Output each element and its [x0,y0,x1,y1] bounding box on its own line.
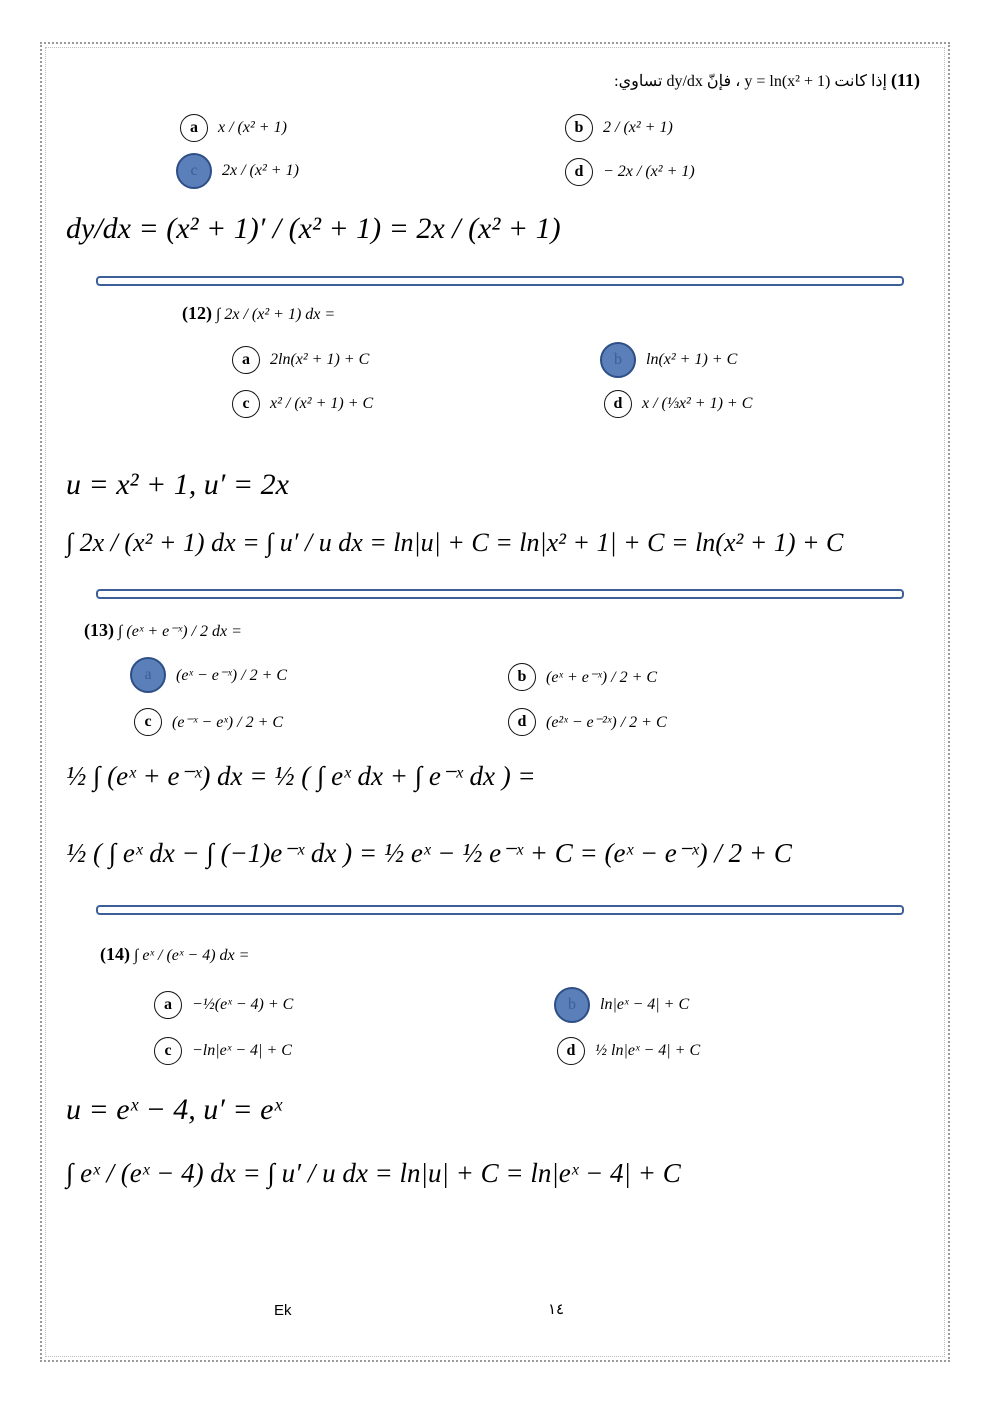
q13-question [84,620,242,641]
q13-number: (13) [84,620,114,640]
q12-question [182,303,335,324]
q13-option-d-badge: d [508,708,536,736]
q14-option-d-badge: d [557,1037,585,1065]
q14-solution-line-1: u = eˣ − 4, u′ = eˣ [66,1093,282,1126]
q14-option-b-badge-selected: b [554,987,590,1023]
q13-option-a[interactable] [130,657,287,693]
q12-option-a-badge: a [232,346,260,374]
q12-option-c[interactable] [232,390,373,418]
q12-solution-line-2: ∫ 2x / (x² + 1) dx = ∫ u′ / u dx = ln|u| + C = ln|x² + 1| + C = ln(x² + 1) + C [66,528,844,557]
q14-option-d[interactable] [557,1037,700,1065]
q11-number: (11) [890,70,920,90]
q12-text: ∫ 2x / (x² + 1) dx = [216,306,336,323]
q11-option-d-text: − 2x / (x² + 1) [603,163,695,180]
q11-option-c-text: 2x / (x² + 1) [222,162,299,179]
q11-option-d[interactable] [565,158,695,186]
q12-option-c-badge: c [232,390,260,418]
q13-option-b[interactable] [508,663,657,691]
q11-option-c-badge-selected: c [176,153,212,189]
q14-option-c-badge: c [154,1037,182,1065]
footer-author: Ek [274,1302,292,1319]
q14-option-a-text: −½(eˣ − 4) + C [192,996,294,1013]
q11-text: إذا كانت y = ln(x² + 1) ، فإنّ dy/dx تساوي: [614,73,887,90]
q13-option-a-text: (eˣ − e⁻ˣ) / 2 + C [176,667,288,684]
q14-option-d-text: ½ ln|eˣ − 4| + C [595,1042,701,1059]
q14-question [100,944,249,965]
q13-option-c[interactable] [134,708,283,736]
q12-option-d[interactable] [604,390,752,418]
q13-solution-line-2: ½ ( ∫ eˣ dx − ∫ (−1)e⁻ˣ dx ) = ½ eˣ − ½ e⁻ˣ + C = (eˣ − e⁻ˣ) / 2 + C [66,838,792,868]
q14-option-b[interactable] [554,987,689,1023]
q14-number: (14) [100,944,130,964]
q13-text: ∫ (eˣ + e⁻ˣ) / 2 dx = [118,623,242,640]
separator-1 [96,276,904,286]
q13-option-d-text: (e²ˣ − e⁻²ˣ) / 2 + C [546,714,667,731]
q12-option-d-text: x / (⅓x² + 1) + C [642,395,753,412]
q14-solution-line-2: ∫ eˣ / (eˣ − 4) dx = ∫ u′ / u dx = ln|u| + C = ln|eˣ − 4| + C [66,1158,681,1188]
q12-option-b-badge-selected: b [600,342,636,378]
q11-option-a-badge: a [180,114,208,142]
q13-option-c-text: (e⁻ˣ − eˣ) / 2 + C [172,714,284,731]
q12-option-d-badge: d [604,390,632,418]
separator-3 [96,905,904,915]
q14-option-b-text: ln|eˣ − 4| + C [600,996,690,1013]
q13-option-c-badge: c [134,708,162,736]
q13-option-b-text: (eˣ + e⁻ˣ) / 2 + C [546,669,658,686]
q12-solution-line-1: u = x² + 1, u′ = 2x [66,468,289,501]
q14-option-a[interactable] [154,991,293,1019]
q11-option-d-badge: d [565,158,593,186]
q11-option-b[interactable] [565,114,673,142]
q12-option-b-text: ln(x² + 1) + C [646,351,738,368]
q13-option-a-badge-selected: a [130,657,166,693]
q14-option-c[interactable] [154,1037,292,1065]
q12-option-c-text: x² / (x² + 1) + C [270,395,374,412]
q14-text: ∫ eˣ / (eˣ − 4) dx = [134,947,250,964]
q11-option-b-text: 2 / (x² + 1) [603,119,673,136]
q12-option-b[interactable] [600,342,737,378]
q13-option-b-badge: b [508,663,536,691]
separator-2 [96,589,904,599]
q12-option-a[interactable] [232,346,369,374]
q14-option-a-badge: a [154,991,182,1019]
q12-option-a-text: 2ln(x² + 1) + C [270,351,370,368]
q12-number: (12) [182,303,212,323]
q13-option-d[interactable] [508,708,667,736]
q11-option-c[interactable] [176,153,299,189]
footer-page-number: ١٤ [548,1301,565,1318]
q11-option-a-text: x / (x² + 1) [218,119,287,136]
q11-solution-line-1: dy/dx = (x² + 1)′ / (x² + 1) = 2x / (x² + 1) [66,212,561,245]
q11-question [560,70,920,91]
q14-option-c-text: −ln|eˣ − 4| + C [192,1042,292,1059]
q13-solution-line-1: ½ ∫ (eˣ + e⁻ˣ) dx = ½ ( ∫ eˣ dx + ∫ e⁻ˣ dx ) = [66,761,536,791]
q11-option-a[interactable] [180,114,287,142]
q11-option-b-badge: b [565,114,593,142]
